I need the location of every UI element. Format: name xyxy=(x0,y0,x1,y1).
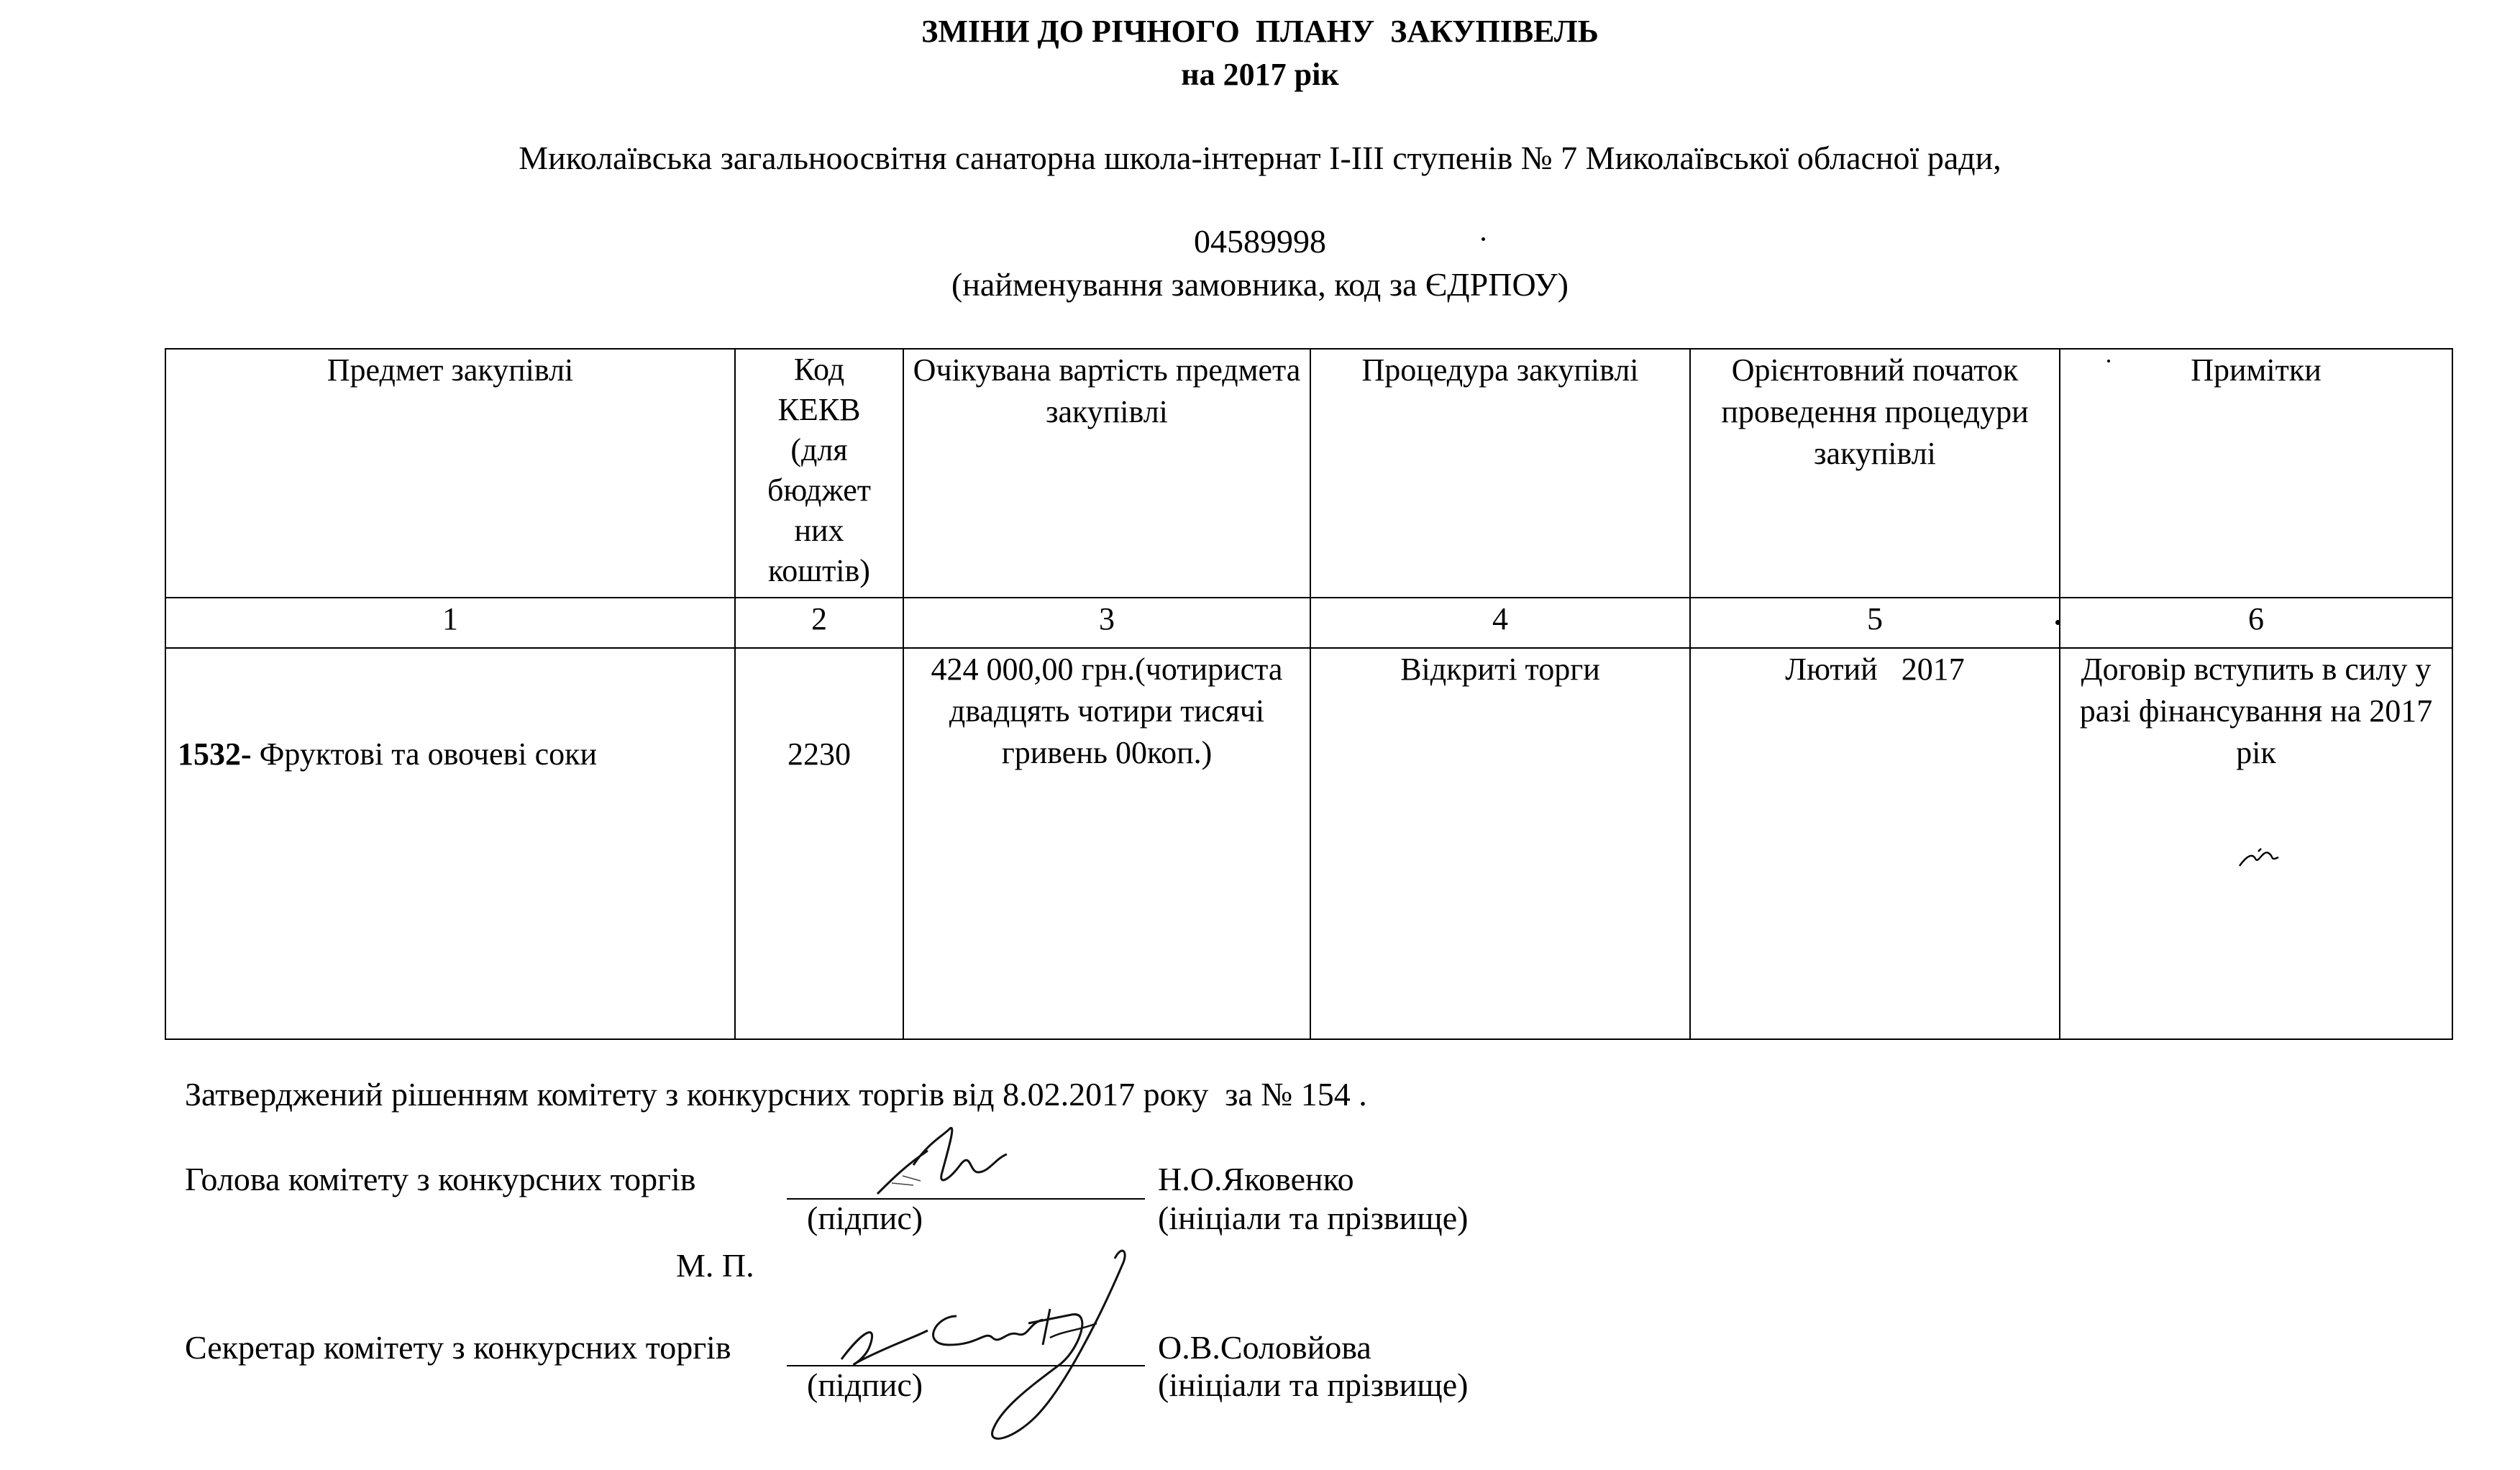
chair-label: Голова комітету з конкурсних торгів xyxy=(185,1161,696,1197)
cost-cell: 424 000,00 грн.(чотириста двадцять чотири тисячі гривень 00коп.) xyxy=(903,648,1310,1039)
table-header-row xyxy=(165,349,2452,598)
chair-signature-caption: (підпис) xyxy=(807,1200,923,1236)
scan-speck xyxy=(2107,360,2110,362)
scan-speck xyxy=(2055,620,2060,625)
header-subject: Предмет закупівлі xyxy=(165,349,735,598)
header-kekv-line: них xyxy=(794,513,844,548)
column-number: 2 xyxy=(735,598,903,648)
customer-caption: (найменування замовника, код за ЄДРПОУ) xyxy=(951,266,1569,303)
subject-cell xyxy=(165,648,735,1039)
kekv-cell: 2230 xyxy=(735,648,903,1039)
column-number-row xyxy=(165,598,2452,648)
document-title: ЗМІНИ ДО РІЧНОГО ПЛАНУ ЗАКУПІВЕЛЬ xyxy=(921,14,1599,49)
secretary-name: О.В.Соловйова xyxy=(1158,1329,1371,1366)
header-cost: Очікувана вартість предмета закупівлі xyxy=(903,349,1310,598)
column-number: 5 xyxy=(1690,598,2060,648)
document-year: на 2017 рік xyxy=(1181,57,1339,92)
secretary-signature-caption: (підпис) xyxy=(807,1366,923,1403)
header-kekv-line: коштів) xyxy=(768,553,870,588)
column-number: 6 xyxy=(2060,598,2452,648)
table-row xyxy=(165,648,2452,1039)
initials-mark xyxy=(2237,841,2287,870)
header-start: Орієнтовний початок проведення процедури закупівлі xyxy=(1690,349,2060,598)
header-kekv-line: бюджет xyxy=(767,472,871,508)
column-number: 1 xyxy=(165,598,735,648)
chair-signature xyxy=(863,1122,1021,1201)
approval-text: Затверджений рішенням комітету з конкурсних торгів від 8.02.2017 року за № 154 . xyxy=(185,1076,1367,1113)
notes-cell: Договір вступить в силу у разі фінансування на 2017 рік xyxy=(2060,648,2452,1039)
column-number: 3 xyxy=(903,598,1310,648)
stamp-label: М. П. xyxy=(676,1247,754,1284)
header-kekv xyxy=(735,349,903,598)
procurement-table xyxy=(165,348,2453,1040)
scan-speck xyxy=(1482,237,1485,241)
secretary-label: Секретар комітету з конкурсних торгів xyxy=(185,1329,731,1366)
header-kekv-line: (для xyxy=(790,432,848,467)
subject-code: 1532- xyxy=(178,736,252,772)
header-notes: Примітки xyxy=(2060,349,2452,598)
header-kekv-line: КЕКВ xyxy=(777,392,861,427)
chair-name-caption: (ініціали та прізвище) xyxy=(1158,1200,1469,1236)
column-number: 4 xyxy=(1310,598,1690,648)
secretary-name-caption: (ініціали та прізвище) xyxy=(1158,1366,1469,1403)
subject-name: Фруктові та овочеві соки xyxy=(251,736,598,772)
header-kekv-line: Код xyxy=(793,352,845,387)
chair-name: Н.О.Яковенко xyxy=(1158,1161,1354,1197)
header-procedure: Процедура закупівлі xyxy=(1310,349,1690,598)
edrpou-code: 04589998 xyxy=(1194,223,1326,260)
secretary-signature xyxy=(813,1223,1158,1460)
customer-name: Миколаївська загальноосвітня санаторна школа-інтернат I-III ступенів № 7 Миколаївської обласної ради, xyxy=(519,140,2001,176)
procedure-cell: Відкриті торги xyxy=(1310,648,1690,1039)
start-cell: Лютий 2017 xyxy=(1690,648,2060,1039)
